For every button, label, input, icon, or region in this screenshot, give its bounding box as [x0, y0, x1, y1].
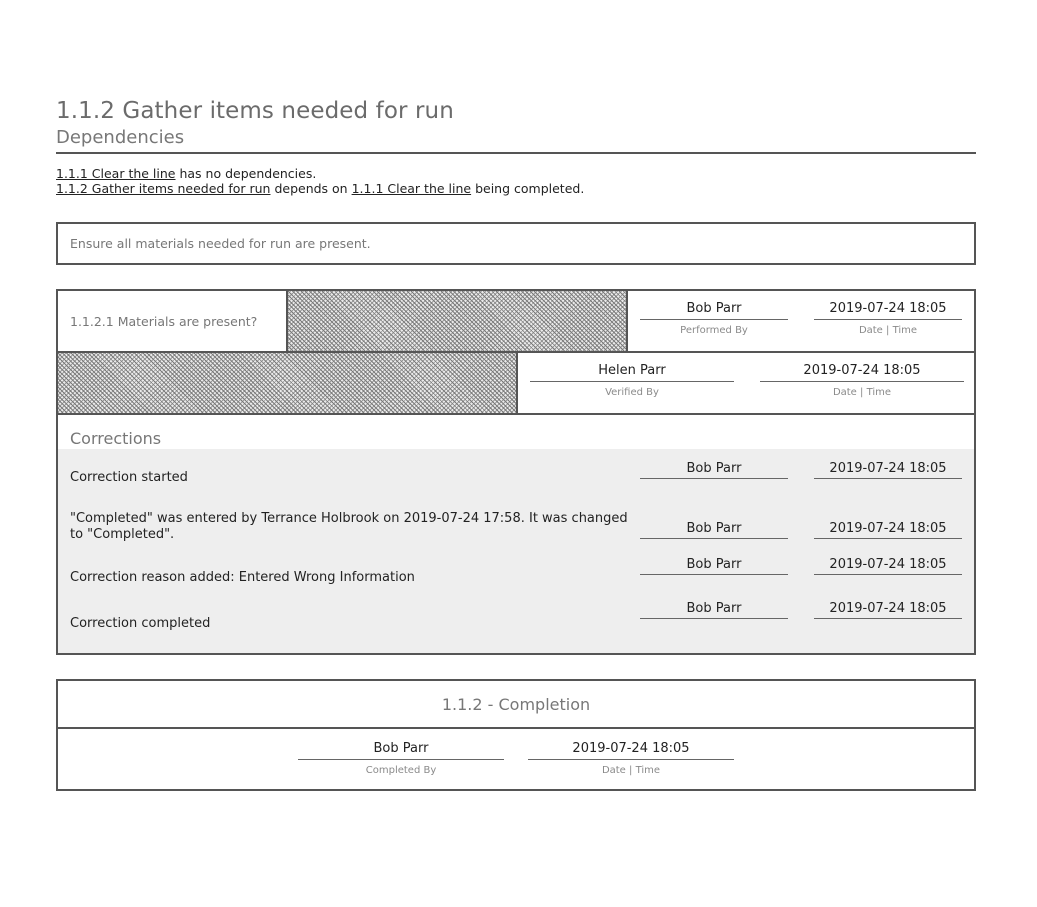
step-description: Ensure all materials needed for run are present.: [56, 222, 976, 265]
verified-datetime-value: 2019-07-24 18:05: [760, 363, 964, 382]
verified-datetime[interactable]: [760, 363, 964, 398]
verified-by-name: Helen Parr: [530, 363, 734, 382]
correction-item: [58, 499, 974, 555]
dependency-link-clear-line[interactable]: 1.1.1 Clear the line: [351, 181, 472, 196]
verified-datetime-caption: Date | Time: [832, 387, 892, 398]
dependency-line: [56, 166, 976, 181]
performed-by-signature[interactable]: [640, 301, 788, 336]
performed-row: [58, 291, 974, 353]
dependency-link-clear-line[interactable]: 1.1.1 Clear the line: [56, 166, 176, 181]
verified-by-caption: Verified By: [605, 387, 659, 398]
corrections-list: [58, 449, 974, 653]
procedure-page: [56, 96, 976, 791]
correction-datetime: 2019-07-24 18:05: [814, 557, 962, 575]
completed-by-name: Bob Parr: [298, 741, 504, 760]
performed-datetime-value: 2019-07-24 18:05: [814, 301, 962, 320]
verified-signature-area: [518, 353, 974, 413]
dependencies-text: [56, 166, 976, 196]
completed-by-signature[interactable]: [298, 741, 504, 776]
completion-datetime-caption: Date | Time: [601, 765, 661, 776]
page-title: 1.1.2 Gather items needed for run: [56, 98, 454, 124]
correction-text: Correction completed: [70, 616, 211, 631]
hatched-field: [288, 291, 628, 351]
hatched-field: [58, 353, 518, 413]
performed-by-name: Bob Parr: [640, 301, 788, 320]
correction-text: Correction reason added: Entered Wrong Information: [70, 570, 415, 585]
verified-by-signature[interactable]: [530, 363, 734, 398]
performed-by-caption: Performed By: [680, 325, 748, 336]
dependency-text: depends on: [270, 181, 352, 196]
correction-name: Bob Parr: [640, 521, 788, 539]
completed-by-caption: Completed By: [365, 765, 437, 776]
corrections-title: Corrections: [58, 415, 974, 449]
dependency-link-gather-items[interactable]: 1.1.2 Gather items needed for run: [56, 181, 271, 196]
step-card: [56, 289, 976, 655]
dependency-text: has no dependencies.: [175, 166, 317, 181]
completion-title: 1.1.2 - Completion: [58, 681, 974, 729]
correction-text: "Completed" was entered by Terrance Holbrook on 2019-07-24 17:58. It was changed to "Completed".: [70, 511, 628, 542]
dependency-line: [56, 181, 976, 196]
correction-name: Bob Parr: [640, 601, 788, 619]
performed-datetime-caption: Date | Time: [858, 325, 918, 336]
performed-datetime[interactable]: [814, 301, 962, 336]
correction-item: [58, 601, 974, 647]
correction-datetime: 2019-07-24 18:05: [814, 461, 962, 479]
completion-card: [56, 679, 976, 791]
correction-name: Bob Parr: [640, 557, 788, 575]
completion-datetime[interactable]: [528, 741, 734, 776]
completion-datetime-value: 2019-07-24 18:05: [528, 741, 734, 760]
correction-item: [58, 457, 974, 499]
performed-signature-area: [628, 291, 974, 351]
completion-signature-area: [58, 729, 974, 789]
correction-text: Correction started: [70, 470, 188, 485]
section-subtitle: Dependencies: [56, 126, 976, 154]
correction-name: Bob Parr: [640, 461, 788, 479]
correction-datetime: 2019-07-24 18:05: [814, 521, 962, 539]
verified-row: [58, 353, 974, 415]
correction-item: [58, 555, 974, 601]
step-label: 1.1.2.1 Materials are present?: [58, 291, 288, 351]
correction-datetime: 2019-07-24 18:05: [814, 601, 962, 619]
dependency-text: being completed.: [471, 181, 585, 196]
